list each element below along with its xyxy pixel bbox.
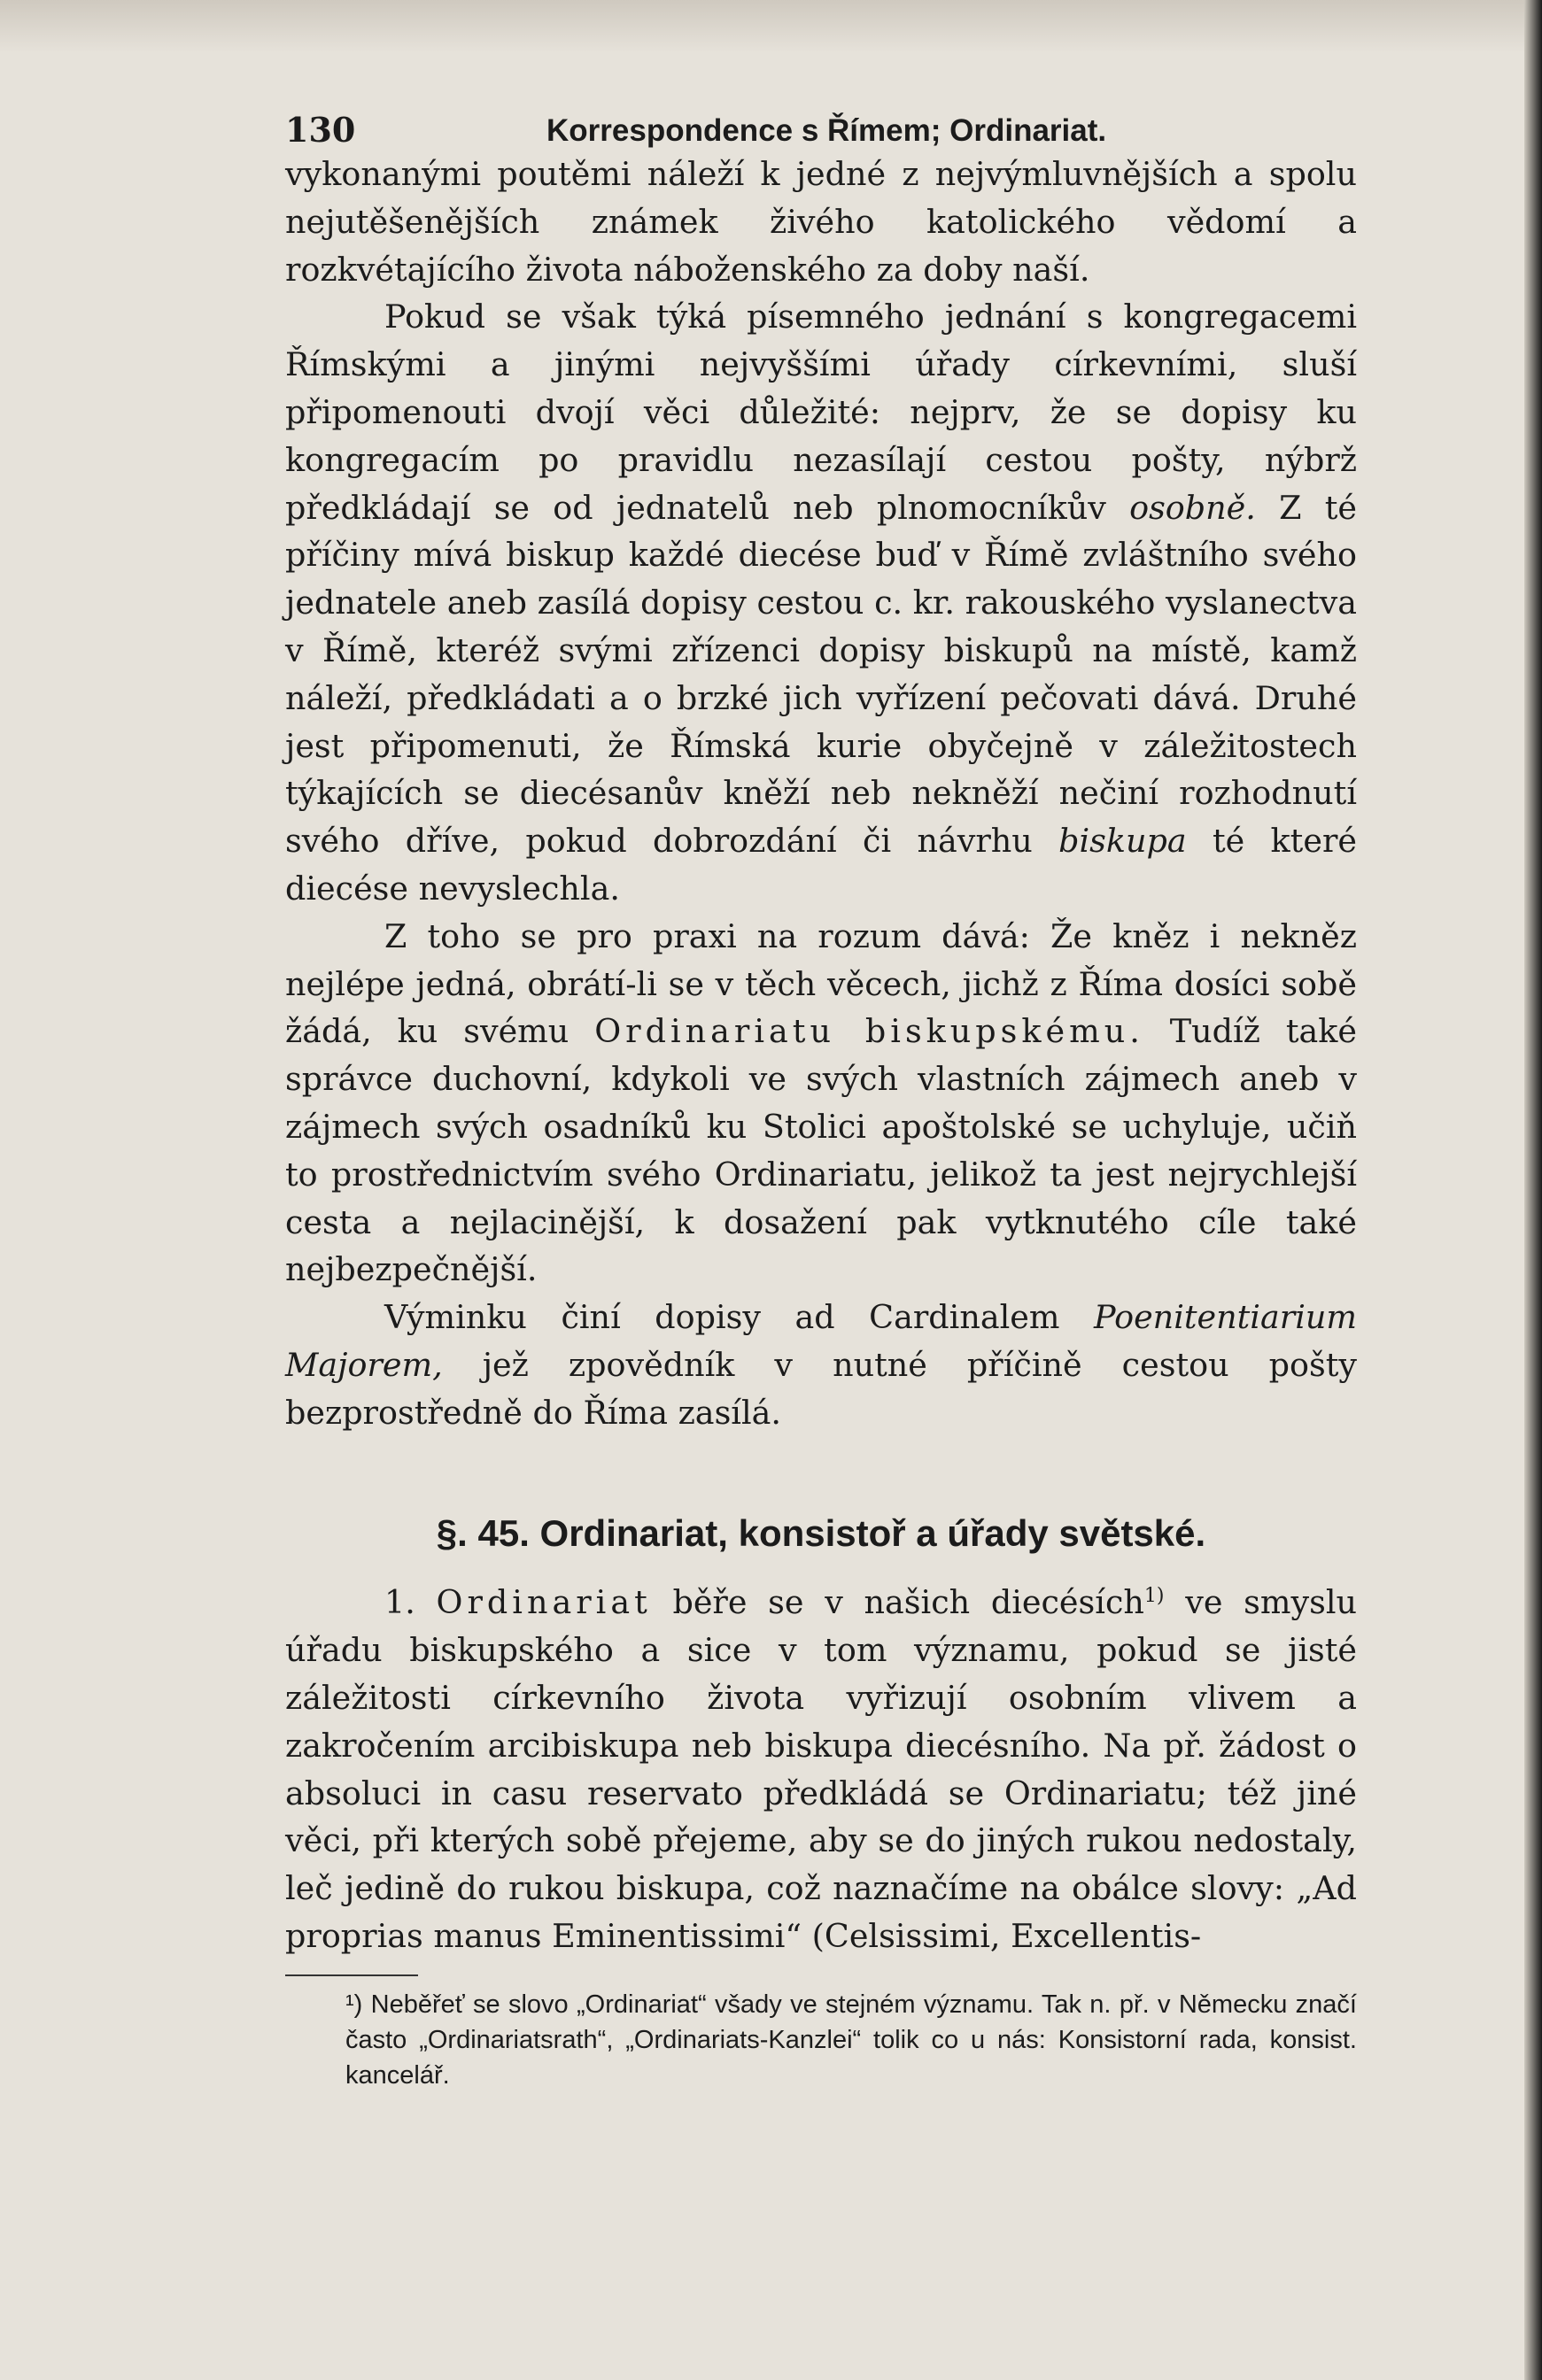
text-run: Tudíž také správce duchovní, kdykoli ve svých vlastních zájmech aneb v zájmech svých osadníků ku Stolici apoštolské se uchyluje, učiň to prostřednictvím svého Ordinariatu, jelikož ta jest nejrychlejší cesta a nejlacinější, k dosažení pak vytknutého cíle také nejbezpečnější.	[285, 1012, 1357, 1289]
footnote	[285, 1987, 1357, 2093]
paragraph	[285, 1294, 1357, 1436]
spaced-term: Ordinariat	[436, 1583, 652, 1622]
book-page	[285, 106, 1357, 2093]
text-run: Výminku činí dopisy ad Cardinalem	[384, 1298, 1095, 1337]
italic-run: osobně.	[1129, 488, 1256, 527]
paragraph	[285, 293, 1357, 912]
spaced-run: Ordinariatu biskupskému.	[594, 1012, 1144, 1051]
footnote-reference: 1)	[1143, 1585, 1165, 1608]
text-run: Z toho se pro praxi na rozum dává: Že kněz i nekněz nejlépe jedná, obrátí-li se v těch věcech, jichž z Říma dosíci sobě žádá, ku svému	[285, 916, 1357, 1051]
italic-run: Poenitentiarium Majorem,	[285, 1298, 1357, 1384]
text-run: vykonanými poutěmi náleží k jedné z nejvýmluvnějších a spolu nejutěšenějších známek živého katolického vědomí a rozkvétajícího života náboženského za doby naší.	[285, 155, 1357, 289]
footnote-mark: ¹)	[345, 1990, 363, 2019]
paragraph	[285, 151, 1357, 293]
paragraph	[285, 1572, 1357, 1960]
page-header	[285, 106, 1357, 151]
text-run: té které diecése nevyslechla.	[285, 822, 1357, 908]
running-head: Korrespondence s Římem; Ordinariat.	[546, 113, 1107, 148]
text-run: jež zpovědník v nutné příčině cestou pošty bezprostředně do Říma zasílá.	[285, 1345, 1357, 1432]
footnote-text: Neběřeť se slovo „Ordinariat“ všady ve stejném významu. Tak n. př. v Německu značí často „Ordinariatsrath“, „Ordinariats-Kanzlei“ tolik co u nás: Konsistorní rada, konsist. kancelář.	[345, 1990, 1357, 2090]
page-number: 130	[285, 110, 356, 150]
text-run: Pokud se však týká písemného jednání s kongregacemi Římskými a jinými nejvyššími úřady církevními, sluší připomenouti dvojí věci důležité: nejprv, že se dopisy ku kongregacím po pravidlu nezasílají cestou pošty, nýbrž předkládají se od jednatelů neb plnomocníkův	[285, 298, 1357, 527]
paragraph	[285, 913, 1357, 1294]
body-text	[285, 151, 1357, 1960]
footnote-rule	[285, 1974, 418, 1976]
italic-run: biskupa	[1058, 822, 1187, 861]
text-run: ve smyslu úřadu biskupského a sice v tom významu, pokud se jisté záležitosti církevního života vyřizují osobním vlivem a zakročením arcibiskupa neb biskupa diecésního. Na př. žádost o absoluci in casu reservato předkládá se Ordinariatu; též jiné věci, při kterých sobě přejeme, aby se do jiných rukou nedostaly, leč jedině do rukou biskupa, což naznačíme na obálce slovy: „Ad proprias manus Eminentissimi“ (Celsissimi, Excellentis-	[285, 1583, 1357, 1956]
section-heading: §. 45. Ordinariat, konsistoř a úřady světské.	[436, 1511, 1206, 1554]
text-run: běře se v našich diecésích	[651, 1583, 1144, 1622]
section-number: 1.	[384, 1583, 415, 1622]
scan-top-shadow	[0, 0, 1542, 53]
text-run: Z té příčiny mívá biskup každé diecése buď v Římě zvláštního svého jednatele aneb zasílá dopisy cestou c. kr. rakouského vyslanectva v Římě, kteréž svými zřízenci dopisy biskupů na místě, kamž náleží, předkládati a o brzké jich vyřízení pečovati dává. Druhé jest připomenuti, že Římská kurie obyčejně v záležitostech týkajících se diecésanův kněží neb nekněží nečiní rozhodnutí svého dříve, pokud dobrozdání či návrhu	[285, 488, 1357, 861]
scan-right-edge	[1524, 0, 1542, 2380]
